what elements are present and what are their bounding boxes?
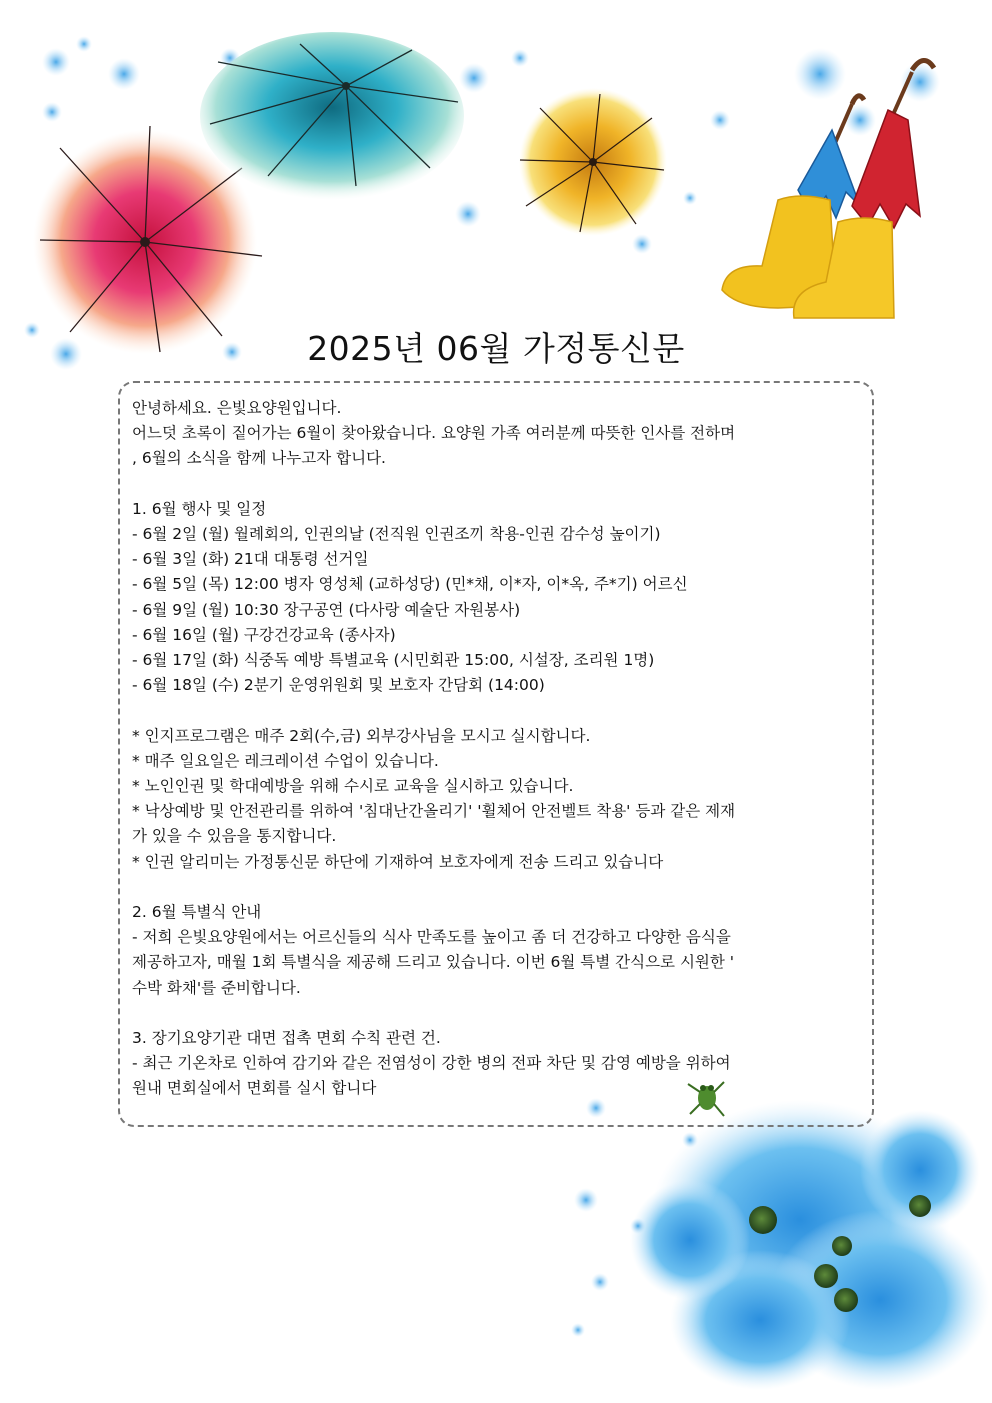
greeting-line: 어느덧 초록이 짙어가는 6월이 찾아왔습니다. 요양원 가족 여러분께 따뜻한 인사를 전하며 [132,424,736,443]
newsletter-body [132,396,852,1102]
schedule-item: - 6월 3일 (화) 21대 대통령 선거일 [132,550,369,569]
section-heading: 2. 6월 특별식 안내 [132,903,262,922]
greeting-line: , 6월의 소식을 함께 나누고자 합니다. [132,449,386,468]
section-text: 원내 면회실에서 면회를 실시 합니다 [132,1079,377,1098]
yellow-umbrella-icon [519,88,667,236]
schedule-item: - 6월 16일 (월) 구강건강교육 (종사자) [132,625,396,644]
section-heading: 1. 6월 행사 및 일정 [132,499,267,518]
page-title: 2025년 06월 가정통신문 [307,329,685,368]
section-text: 제공하고자, 매월 1회 특별식을 제공해 드리고 있습니다. 이번 6월 특별 간식으로 시원한 ' [132,953,735,972]
section-text: - 저희 은빛요양원에서는 어르신들의 식사 만족도를 높이고 좀 더 건강하고 다양한 음식을 [132,928,731,947]
section-text: 수박 화채'를 준비합니다. [132,978,301,997]
note-item: * 낙상예방 및 안전관리를 위하여 '침대난간올리기' '휠체어 안전벨트 착용' 등과 같은 제재 [132,802,736,821]
section-heading: 3. 장기요양기관 대면 접촉 면회 수칙 관련 건. [132,1029,441,1048]
note-item: * 노인인권 및 학대예방을 위해 수시로 교육을 실시하고 있습니다. [132,777,574,796]
schedule-item: - 6월 18일 (수) 2분기 운영위원회 및 보호자 간담회 (14:00) [132,676,545,695]
rain-boots-icon [722,60,934,318]
note-item: 가 있을 수 있음을 통지합니다. [132,827,337,846]
section-text: - 최근 기온차로 인하여 감기와 같은 전염성이 강한 병의 전파 차단 및 감영 예방을 위하여 [132,1054,731,1073]
teal-umbrella-icon [200,32,464,200]
greeting-line: 안녕하세요. 은빛요양원입니다. [132,399,342,417]
note-item: * 인지프로그램은 매주 2회(수,금) 외부강사님을 모시고 실시합니다. [132,726,591,745]
note-item: * 인권 알리미는 가정통신문 하단에 기재하여 보호자에게 전송 드리고 있습니다 [132,852,664,871]
note-item: * 매주 일요일은 레크레이션 수업이 있습니다. [132,751,439,770]
schedule-item: - 6월 5일 (목) 12:00 병자 영성체 (교하성당) (민*채, 이*자, 이*옥, 주*기) 어르신 [132,575,688,594]
schedule-item: - 6월 17일 (화) 식중독 예방 특별교육 (시민회관 15:00, 시설장, 조리원 1명) [132,651,655,670]
schedule-item: - 6월 2일 (월) 월례회의, 인권의날 (전직원 인권조끼 착용-인권 감수성 높이기) [132,525,661,543]
schedule-item: - 6월 9일 (월) 10:30 장구공연 (다사랑 예술단 자원봉사) [132,600,521,619]
